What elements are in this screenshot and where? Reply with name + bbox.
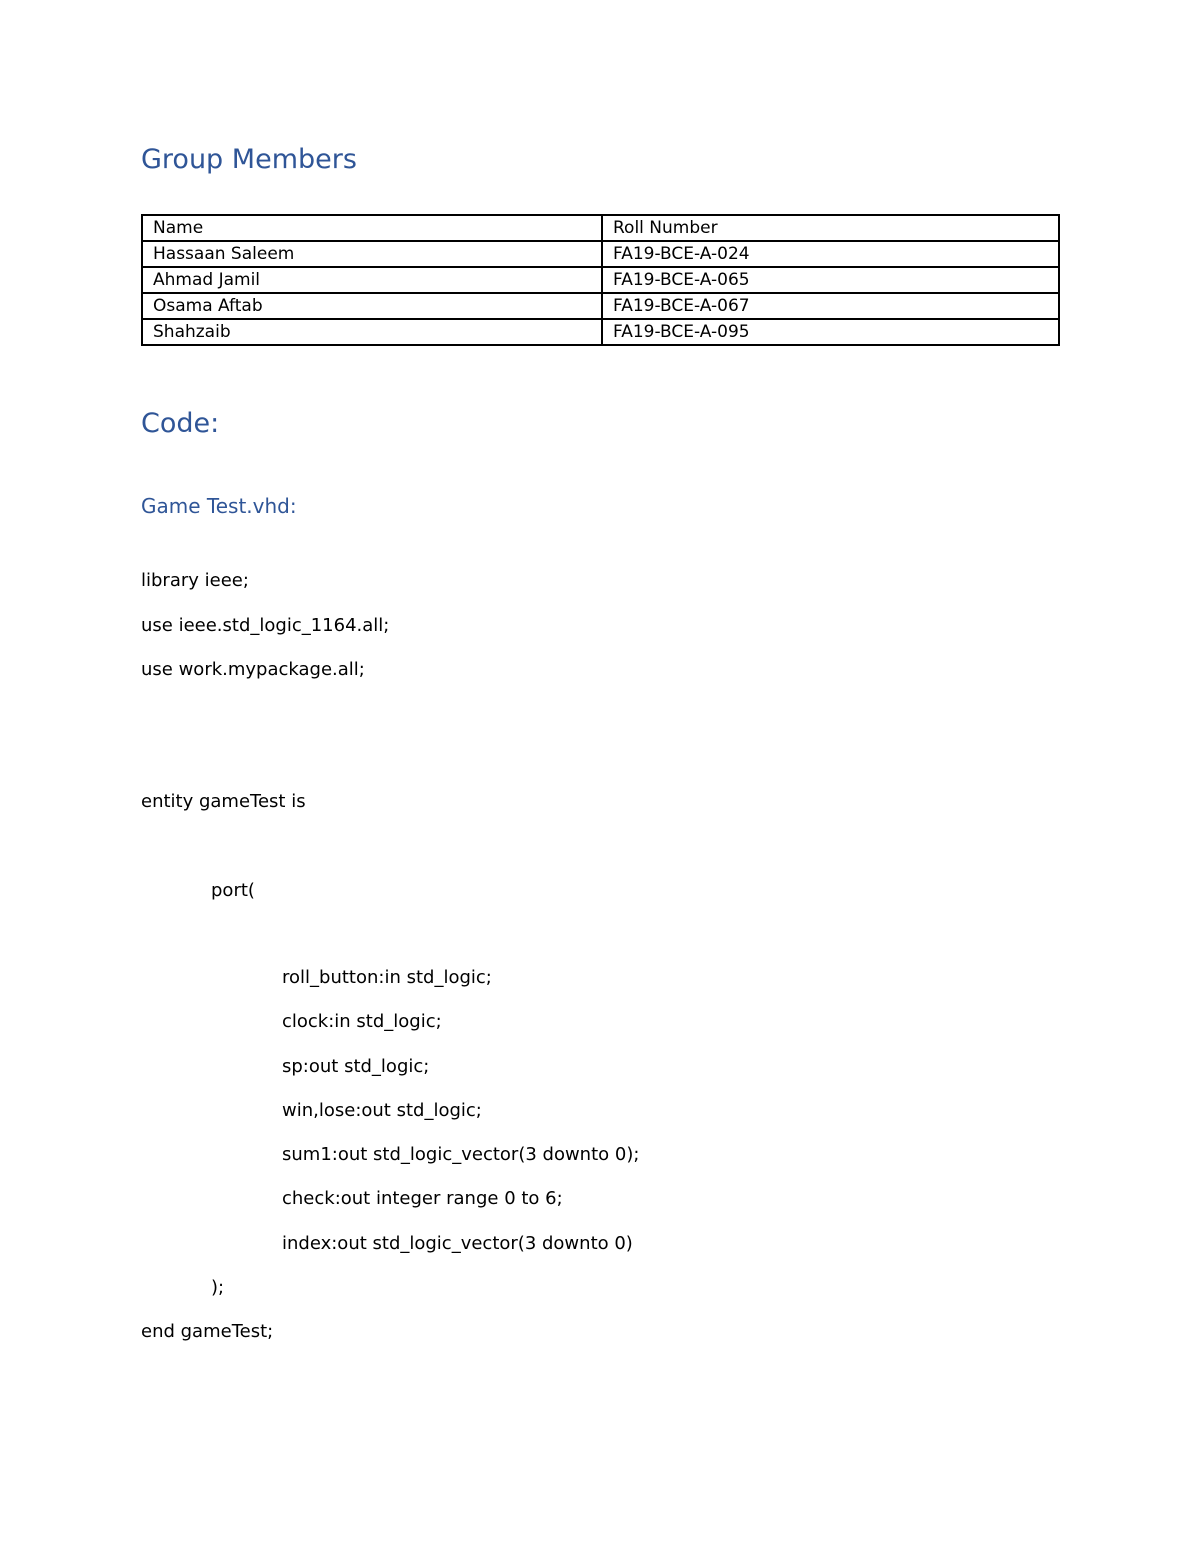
heading-file-name: Game Test.vhd: (141, 494, 297, 518)
code-line-roll-button: roll_button:in std_logic; (282, 967, 492, 988)
member-name: Ahmad Jamil (142, 267, 602, 293)
code-line-end: end gameTest; (141, 1321, 274, 1342)
code-line-library: library ieee; (141, 570, 249, 591)
header-name: Name (142, 215, 602, 241)
code-line-port-open: port( (211, 880, 255, 901)
table-row (142, 293, 1059, 319)
code-line-index: index:out std_logic_vector(3 downto 0) (282, 1233, 633, 1254)
member-name: Osama Aftab (142, 293, 602, 319)
table-header-row (142, 215, 1059, 241)
table-row (142, 241, 1059, 267)
code-line-check: check:out integer range 0 to 6; (282, 1188, 563, 1209)
heading-group-members: Group Members (141, 144, 357, 175)
code-line-win-lose: win,lose:out std_logic; (282, 1100, 482, 1121)
code-line-use-std-logic: use ieee.std_logic_1164.all; (141, 615, 390, 636)
member-name: Shahzaib (142, 319, 602, 345)
group-members-table (141, 214, 1060, 346)
member-roll-number: FA19-BCE-A-095 (602, 319, 1059, 345)
code-line-sp: sp:out std_logic; (282, 1056, 430, 1077)
heading-code: Code: (141, 408, 220, 439)
code-line-clock: clock:in std_logic; (282, 1011, 442, 1032)
code-line-use-work: use work.mypackage.all; (141, 659, 365, 680)
table-row (142, 319, 1059, 345)
code-line-port-close: ); (211, 1277, 225, 1298)
member-roll-number: FA19-BCE-A-067 (602, 293, 1059, 319)
code-line-entity: entity gameTest is (141, 791, 306, 812)
code-line-sum1: sum1:out std_logic_vector(3 downto 0); (282, 1144, 640, 1165)
table-row (142, 267, 1059, 293)
member-roll-number: FA19-BCE-A-024 (602, 241, 1059, 267)
member-roll-number: FA19-BCE-A-065 (602, 267, 1059, 293)
header-roll-number: Roll Number (602, 215, 1059, 241)
member-name: Hassaan Saleem (142, 241, 602, 267)
